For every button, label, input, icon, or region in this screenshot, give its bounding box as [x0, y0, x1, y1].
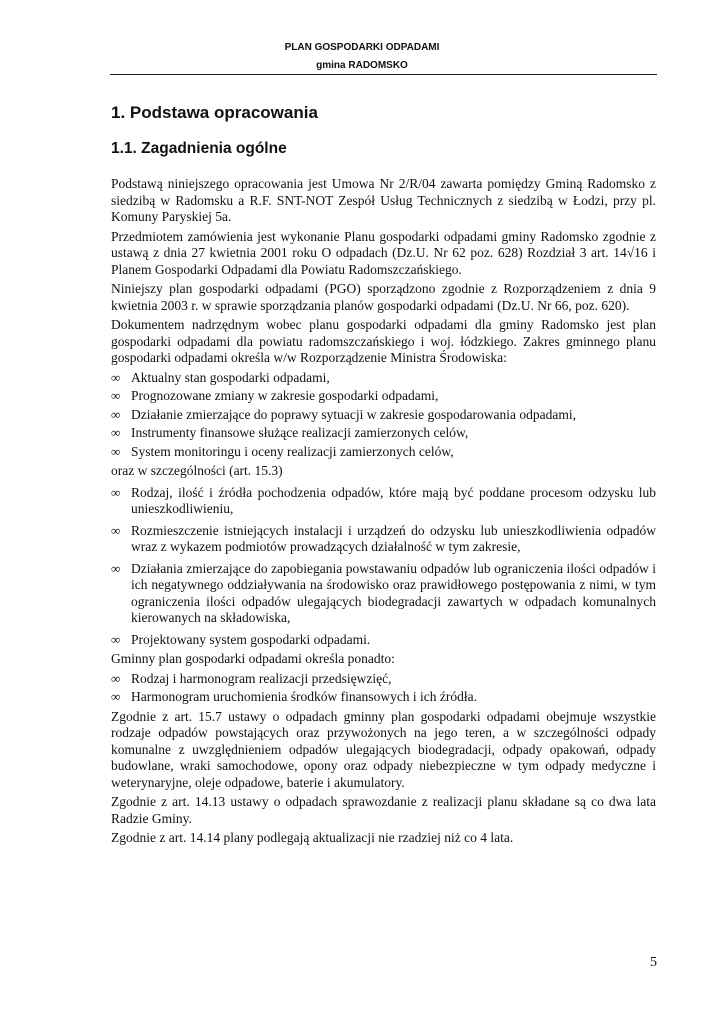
- paragraph-basis: Podstawą niniejszego opracowania jest Umowa Nr 2/R/04 zawarta pomiędzy Gminą Radomsko z siedzibą w Radomsku a R.F. SNT-NOT Zespół Usług Technicznych z siedzibą w Łodzi, przy pl. Komuny Paryskiej 5a.: [111, 176, 656, 224]
- additional-list: [111, 671, 656, 706]
- list-item: ∞ Instrumenty finansowe służące realizacji zamierzonych celów,: [111, 425, 469, 440]
- infinity-bullet-icon: ∞: [111, 484, 121, 500]
- infinity-bullet-icon: ∞: [111, 443, 121, 459]
- document-title: PLAN GOSPODARKI ODPADAMI: [284, 42, 440, 53]
- list-item: ∞ Rodzaj i harmonogram realizacji przedsięwzięć,: [111, 670, 392, 686]
- infinity-bullet-icon: ∞: [111, 425, 121, 440]
- paragraph-regulation: Niniejszy plan gospodarki odpadami (PGO) sporządzono zgodnie z Rozporządzeniem z dnia 9 kwietnia 2003 r. w sprawie sporządzania planów gospodarki odpadami (Dz.U. Nr 66, poz. 620).: [111, 281, 656, 313]
- list-item: ∞ Harmonogram uruchomienia środków finansowych i ich źródła.: [111, 689, 478, 704]
- infinity-bullet-icon: ∞: [111, 560, 121, 576]
- page-number: 5: [650, 955, 657, 970]
- paragraph-art-14-14: Zgodnie z art. 14.14 plany podlegają aktualizacji nie rzadziej niż co 4 lata.: [111, 830, 514, 845]
- section-heading: 1. Podstawa opracowania: [111, 103, 318, 122]
- paragraph-specifics: oraz w szczególności (art. 15.3): [111, 463, 283, 478]
- infinity-bullet-icon: ∞: [111, 689, 121, 704]
- page-header: [0, 41, 724, 72]
- list-item: ∞ Rodzaj, ilość i źródła pochodzenia odpadów, które mają być poddane procesom odzysku lub unieszkodliwieniu,: [111, 484, 656, 516]
- scope-list: [111, 370, 656, 461]
- page-content: [111, 102, 656, 847]
- infinity-bullet-icon: ∞: [111, 631, 121, 647]
- subsection-heading: 1.1. Zagadnienia ogólne: [111, 140, 287, 157]
- list-item: ∞ System monitoringu i oceny realizacji zamierzonych celów,: [111, 443, 454, 459]
- paragraph-additional: Gminny plan gospodarki odpadami określa ponadto:: [111, 651, 395, 666]
- paragraph-art-14-13: Zgodnie z art. 14.13 ustawy o odpadach sprawozdanie z realizacji planu składane są co dwa lata Radzie Gminy.: [111, 794, 656, 826]
- infinity-bullet-icon: ∞: [111, 406, 121, 422]
- paragraph-subject: Przedmiotem zamówienia jest wykonanie Planu gospodarki odpadami gminy Radomsko zgodnie z ustawą z dnia 27 kwietnia 2001 roku O odpadach (Dz.U. Nr 62 poz. 628) Rozdział 3 art. 14√16 i Planem Gospodarki Odpadami dla Powiatu Radomszczańskiego.: [111, 228, 656, 277]
- infinity-bullet-icon: ∞: [111, 369, 121, 385]
- list-item: ∞ Działania zmierzające do zapobiegania powstawaniu odpadów lub ograniczenia ilości odpadów i ich negatywnego oddziaływania na środowisko oraz prawidłowego postępowania z nimi, w tym ograniczenia ilości odpadów ulegających biodegradacji zawartych w odpadach komunalnych kierowanych na składowiska,: [111, 560, 656, 625]
- list-item: ∞ Prognozowane zmiany w zakresie gospodarki odpadami,: [111, 388, 439, 403]
- list-item: ∞ Działanie zmierzające do poprawy sytuacji w zakresie gospodarowania odpadami,: [111, 406, 576, 422]
- list-item: ∞ Aktualny stan gospodarki odpadami,: [111, 369, 330, 385]
- list-item: ∞ Rozmieszczenie istniejących instalacji i urządzeń do odzysku lub unieszkodliwienia odpadów wraz z wykazem podmiotów prowadzących działalność w tym zakresie,: [111, 522, 656, 554]
- header-divider: [110, 74, 657, 75]
- paragraph-art-15-7: Zgodnie z art. 15.7 ustawy o odpadach gminny plan gospodarki odpadami obejmuje wszystkie rodzaje odpadów powstających oraz przywożonych na jego teren, a w szczególności odpady komunalne z uwzględnieniem odpadów ulegających biodegradacji, odpady opakowań, odpady budowlane, wraki samochodowe, opony oraz odpady niebezpieczne w tym odpady medyczne i weterynaryjne, oleje odpadowe, baterie i akumulatory.: [111, 708, 656, 790]
- infinity-bullet-icon: ∞: [111, 670, 121, 686]
- document-subtitle: gmina RADOMSKO: [316, 60, 408, 71]
- infinity-bullet-icon: ∞: [111, 522, 121, 538]
- list-item: ∞ Projektowany system gospodarki odpadami.: [111, 631, 371, 647]
- paragraph-scope: Dokumentem nadrzędnym wobec planu gospodarki odpadami dla gminy Radomsko jest plan gospodarki odpadami dla powiatu radomszczańskiego i woj. łódzkiego. Zakres gminnego planu gospodarki odpadami określa w/w Rozporządzenie Ministra Środowiska:: [111, 317, 656, 365]
- infinity-bullet-icon: ∞: [111, 388, 121, 403]
- specifics-list: [111, 485, 656, 649]
